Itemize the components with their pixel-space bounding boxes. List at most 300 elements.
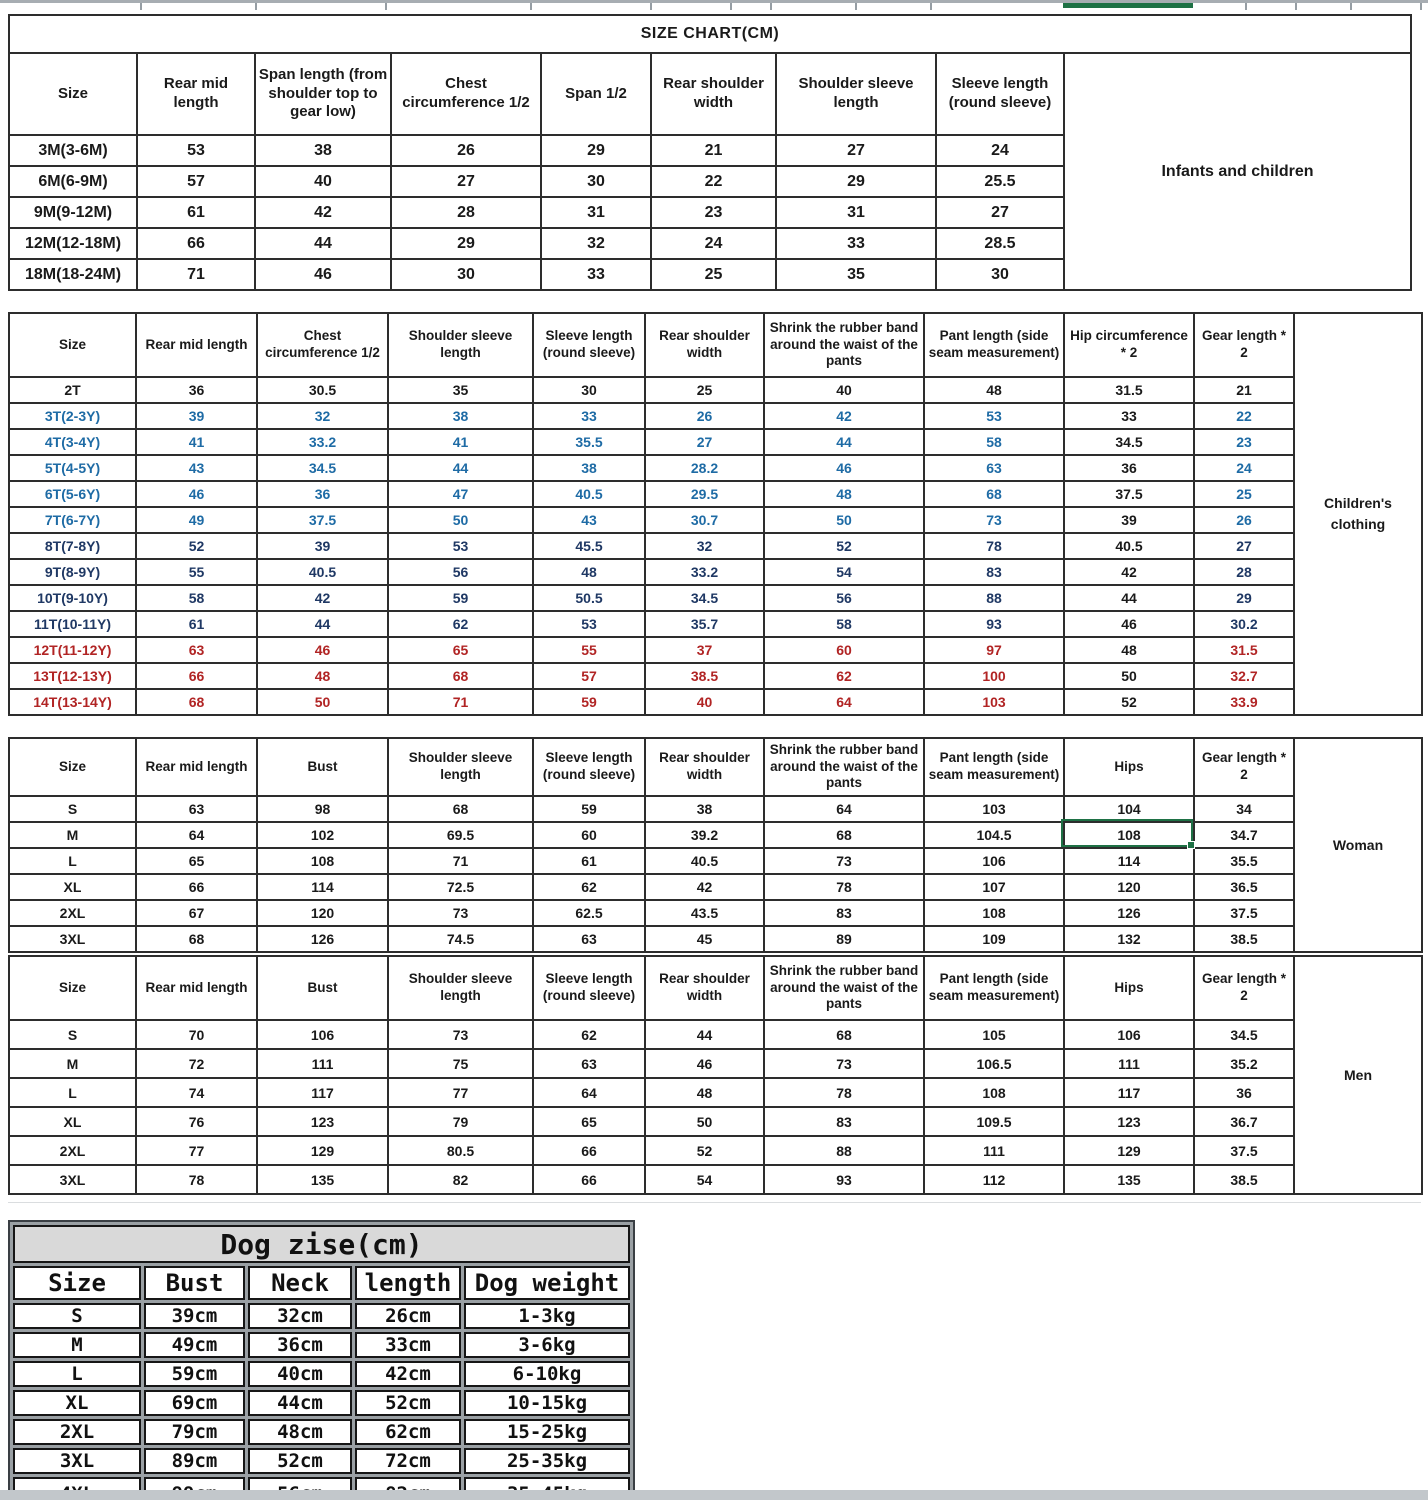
value-cell: 35.2 xyxy=(1194,1049,1294,1078)
value-cell: 44 xyxy=(764,429,924,455)
size-cell: 14T(13-14Y) xyxy=(9,689,136,715)
value-cell: 30.7 xyxy=(645,507,764,533)
size-cell: XL xyxy=(9,1107,136,1136)
value-cell: 62 xyxy=(533,1020,645,1049)
value-cell: 109 xyxy=(924,926,1064,952)
category-label: Children's clothing xyxy=(1294,313,1422,715)
value-cell: 36.7 xyxy=(1194,1107,1294,1136)
value-cell: 39cm xyxy=(144,1303,245,1329)
value-cell: 58 xyxy=(924,429,1064,455)
infants-size-table xyxy=(8,14,1412,291)
value-cell: 41 xyxy=(388,429,533,455)
value-cell: 53 xyxy=(533,611,645,637)
value-cell: 106 xyxy=(924,848,1064,874)
value-cell: 66 xyxy=(137,228,255,259)
size-cell: 2T xyxy=(9,377,136,403)
value-cell: 46 xyxy=(257,637,388,663)
size-cell: 3M(3-6M) xyxy=(9,135,137,166)
value-cell: 79cm xyxy=(144,1419,245,1445)
value-cell: 132 xyxy=(1064,926,1194,952)
value-cell: 120 xyxy=(1064,874,1194,900)
value-cell: 30 xyxy=(391,259,541,290)
value-cell: 29.5 xyxy=(645,481,764,507)
value-cell: 10-15kg xyxy=(464,1390,630,1416)
value-cell: 52 xyxy=(1064,689,1194,715)
table-row xyxy=(9,900,1422,926)
value-cell: 44cm xyxy=(248,1390,352,1416)
value-cell: 43.5 xyxy=(645,900,764,926)
category-label: Infants and children xyxy=(1064,53,1411,290)
value-cell: 35.7 xyxy=(645,611,764,637)
value-cell: 59 xyxy=(388,585,533,611)
value-cell: 49 xyxy=(136,507,257,533)
header-cell: length xyxy=(355,1266,461,1300)
value-cell: 40.5 xyxy=(257,559,388,585)
value-cell: 111 xyxy=(924,1136,1064,1165)
value-cell: 29 xyxy=(1194,585,1294,611)
dog-table-title: Dog zise(cm) xyxy=(13,1225,630,1263)
header-cell: Shoulder sleeve length xyxy=(776,53,936,135)
value-cell: 42cm xyxy=(355,1361,461,1387)
value-cell: 33 xyxy=(776,228,936,259)
table-row xyxy=(9,848,1422,874)
value-cell: 62cm xyxy=(355,1419,461,1445)
table-row xyxy=(9,559,1422,585)
value-cell: 73 xyxy=(924,507,1064,533)
men-size-table xyxy=(8,955,1423,1195)
value-cell: 33.9 xyxy=(1194,689,1294,715)
value-cell: 68 xyxy=(764,822,924,848)
value-cell: 36 xyxy=(257,481,388,507)
value-cell: 80.5 xyxy=(388,1136,533,1165)
value-cell: 48 xyxy=(533,559,645,585)
value-cell: 63 xyxy=(533,926,645,952)
value-cell: 27 xyxy=(1194,533,1294,559)
size-cell: M xyxy=(9,1049,136,1078)
value-cell: 123 xyxy=(1064,1107,1194,1136)
header-cell: Shrink the rubber band around the waist of the pants xyxy=(764,956,924,1020)
column-tick xyxy=(770,3,772,10)
value-cell: 35.5 xyxy=(1194,848,1294,874)
value-cell: 58 xyxy=(764,611,924,637)
value-cell: 69cm xyxy=(144,1390,245,1416)
value-cell: 42 xyxy=(764,403,924,429)
value-cell: 31 xyxy=(541,197,651,228)
size-cell: 2XL xyxy=(13,1419,141,1445)
value-cell: 82 xyxy=(388,1165,533,1194)
value-cell: 117 xyxy=(257,1078,388,1107)
header-cell: Pant length (side seam measurement) xyxy=(924,956,1064,1020)
table-row xyxy=(9,377,1422,403)
value-cell: 33.2 xyxy=(257,429,388,455)
value-cell: 73 xyxy=(388,900,533,926)
value-cell: 42 xyxy=(257,585,388,611)
size-cell: 9T(8-9Y) xyxy=(9,559,136,585)
value-cell: 59 xyxy=(533,796,645,822)
table-row xyxy=(9,1078,1422,1107)
column-tick xyxy=(530,3,532,10)
value-cell: 65 xyxy=(388,637,533,663)
header-cell: Hips xyxy=(1064,738,1194,796)
header-cell: Span 1/2 xyxy=(541,53,651,135)
size-cell: XL xyxy=(13,1390,141,1416)
value-cell: 88 xyxy=(764,1136,924,1165)
header-cell: Size xyxy=(9,738,136,796)
value-cell: 79 xyxy=(388,1107,533,1136)
size-cell: 5T(4-5Y) xyxy=(9,455,136,481)
value-cell: 97 xyxy=(924,637,1064,663)
value-cell: 28 xyxy=(391,197,541,228)
table-row xyxy=(9,455,1422,481)
value-cell: 64 xyxy=(764,796,924,822)
column-tick xyxy=(855,3,857,10)
value-cell: 25-35kg xyxy=(464,1448,630,1474)
value-cell: 26 xyxy=(1194,507,1294,533)
header-cell: Shoulder sleeve length xyxy=(388,956,533,1020)
header-cell: Gear length * 2 xyxy=(1194,313,1294,377)
value-cell: 42 xyxy=(645,874,764,900)
value-cell: 63 xyxy=(136,637,257,663)
value-cell: 106.5 xyxy=(924,1049,1064,1078)
header-cell: Rear shoulder width xyxy=(645,956,764,1020)
spreadsheet-top-edge xyxy=(0,0,1428,15)
value-cell: 46 xyxy=(764,455,924,481)
category-label: Men xyxy=(1294,956,1422,1194)
value-cell: 135 xyxy=(257,1165,388,1194)
value-cell: 44 xyxy=(255,228,391,259)
value-cell: 26 xyxy=(645,403,764,429)
value-cell: 32.7 xyxy=(1194,663,1294,689)
value-cell: 54 xyxy=(645,1165,764,1194)
table-row xyxy=(9,1107,1422,1136)
header-cell: Rear shoulder width xyxy=(645,313,764,377)
header-cell: Rear shoulder width xyxy=(645,738,764,796)
value-cell: 64 xyxy=(136,822,257,848)
value-cell: 59 xyxy=(533,689,645,715)
size-cell: 7T(6-7Y) xyxy=(9,507,136,533)
table-row xyxy=(9,822,1422,848)
value-cell: 36 xyxy=(136,377,257,403)
size-cell: L xyxy=(9,848,136,874)
column-tick xyxy=(385,3,387,10)
value-cell: 63 xyxy=(924,455,1064,481)
value-cell: 27 xyxy=(936,197,1064,228)
table-row xyxy=(9,1049,1422,1078)
table-row xyxy=(9,533,1422,559)
table-row xyxy=(9,481,1422,507)
header-cell: Rear mid length xyxy=(136,313,257,377)
value-cell: 57 xyxy=(137,166,255,197)
value-cell: 36 xyxy=(1064,455,1194,481)
value-cell: 75 xyxy=(388,1049,533,1078)
value-cell: 77 xyxy=(388,1078,533,1107)
value-cell: 89 xyxy=(764,926,924,952)
header-cell: Hip circumference * 2 xyxy=(1064,313,1194,377)
value-cell: 68 xyxy=(388,796,533,822)
value-cell: 61 xyxy=(533,848,645,874)
value-cell: 48 xyxy=(645,1078,764,1107)
value-cell: 62.5 xyxy=(533,900,645,926)
header-cell: Pant length (side seam measurement) xyxy=(924,738,1064,796)
value-cell: 1-3kg xyxy=(464,1303,630,1329)
value-cell: 78 xyxy=(764,874,924,900)
value-cell: 67 xyxy=(136,900,257,926)
value-cell: 44 xyxy=(1064,585,1194,611)
value-cell: 129 xyxy=(1064,1136,1194,1165)
value-cell: 38.5 xyxy=(645,663,764,689)
table-row xyxy=(9,403,1422,429)
column-tick xyxy=(255,3,257,10)
size-cell: M xyxy=(13,1332,141,1358)
value-cell: 62 xyxy=(533,874,645,900)
size-cell: 3XL xyxy=(9,926,136,952)
header-cell: Bust xyxy=(144,1266,245,1300)
value-cell: 25.5 xyxy=(936,166,1064,197)
value-cell: 106 xyxy=(257,1020,388,1049)
table-row xyxy=(9,429,1422,455)
size-cell: 3XL xyxy=(9,1165,136,1194)
value-cell: 40.5 xyxy=(1064,533,1194,559)
table-row xyxy=(9,1165,1422,1194)
value-cell: 34.5 xyxy=(1194,1020,1294,1049)
value-cell: 74.5 xyxy=(388,926,533,952)
value-cell: 35 xyxy=(388,377,533,403)
column-tick xyxy=(140,3,142,10)
header-cell: Shoulder sleeve length xyxy=(388,738,533,796)
value-cell: 114 xyxy=(257,874,388,900)
value-cell: 29 xyxy=(391,228,541,259)
header-cell: Span length (from shoulder top to gear low) xyxy=(255,53,391,135)
value-cell: 66 xyxy=(533,1165,645,1194)
header-cell: Shrink the rubber band around the waist of the pants xyxy=(764,738,924,796)
value-cell: 83 xyxy=(924,559,1064,585)
value-cell: 66 xyxy=(136,874,257,900)
header-cell: Bust xyxy=(257,738,388,796)
header-cell: Dog weight xyxy=(464,1266,630,1300)
value-cell: 78 xyxy=(764,1078,924,1107)
value-cell: 44 xyxy=(388,455,533,481)
value-cell: 63 xyxy=(136,796,257,822)
value-cell: 40 xyxy=(764,377,924,403)
value-cell: 22 xyxy=(651,166,776,197)
value-cell: 60 xyxy=(533,822,645,848)
value-cell: 72cm xyxy=(355,1448,461,1474)
value-cell: 117 xyxy=(1064,1078,1194,1107)
value-cell: 126 xyxy=(1064,900,1194,926)
value-cell: 109.5 xyxy=(924,1107,1064,1136)
value-cell: 111 xyxy=(1064,1049,1194,1078)
value-cell: 34.7 xyxy=(1194,822,1294,848)
value-cell: 88 xyxy=(924,585,1064,611)
value-cell: 114 xyxy=(1064,848,1194,874)
value-cell: 126 xyxy=(257,926,388,952)
value-cell: 32 xyxy=(645,533,764,559)
header-cell: Rear mid length xyxy=(137,53,255,135)
value-cell: 63 xyxy=(533,1049,645,1078)
value-cell: 123 xyxy=(257,1107,388,1136)
value-cell: 43 xyxy=(533,507,645,533)
value-cell: 27 xyxy=(645,429,764,455)
size-cell: 11T(10-11Y) xyxy=(9,611,136,637)
value-cell: 105 xyxy=(924,1020,1064,1049)
table-row xyxy=(9,663,1422,689)
size-cell: 2XL xyxy=(9,1136,136,1165)
value-cell: 37.5 xyxy=(1194,900,1294,926)
value-cell: 68 xyxy=(136,689,257,715)
value-cell: 107 xyxy=(924,874,1064,900)
value-cell: 39 xyxy=(257,533,388,559)
value-cell: 50 xyxy=(645,1107,764,1136)
value-cell: 62 xyxy=(764,663,924,689)
value-cell: 40.5 xyxy=(533,481,645,507)
value-cell: 42 xyxy=(255,197,391,228)
value-cell: 93 xyxy=(764,1165,924,1194)
table-row xyxy=(9,1136,1422,1165)
table-row xyxy=(13,1419,630,1445)
value-cell: 93 xyxy=(924,611,1064,637)
value-cell: 129 xyxy=(257,1136,388,1165)
size-cell: L xyxy=(13,1361,141,1387)
size-cell: 2XL xyxy=(9,900,136,926)
value-cell: 100 xyxy=(924,663,1064,689)
size-cell: 12T(11-12Y) xyxy=(9,637,136,663)
size-cell: L xyxy=(9,1078,136,1107)
value-cell: 28 xyxy=(1194,559,1294,585)
value-cell: 103 xyxy=(924,689,1064,715)
value-cell: 69.5 xyxy=(388,822,533,848)
value-cell: 78 xyxy=(136,1165,257,1194)
header-cell: Size xyxy=(9,313,136,377)
value-cell: 50 xyxy=(1064,663,1194,689)
value-cell: 29 xyxy=(541,135,651,166)
value-cell: 43 xyxy=(136,455,257,481)
value-cell: 25 xyxy=(651,259,776,290)
value-cell: 33cm xyxy=(355,1332,461,1358)
value-cell: 57 xyxy=(533,663,645,689)
size-cell: 12M(12-18M) xyxy=(9,228,137,259)
value-cell: 42 xyxy=(1064,559,1194,585)
header-cell: Pant length (side seam measurement) xyxy=(924,313,1064,377)
header-cell: Sleeve length (round sleeve) xyxy=(533,313,645,377)
children-size-table xyxy=(8,312,1423,716)
size-cell: 8T(7-8Y) xyxy=(9,533,136,559)
value-cell: 50 xyxy=(388,507,533,533)
value-cell: 64 xyxy=(533,1078,645,1107)
value-cell: 36 xyxy=(1194,1078,1294,1107)
value-cell: 76 xyxy=(136,1107,257,1136)
column-tick xyxy=(1295,3,1297,10)
value-cell: 48 xyxy=(1064,637,1194,663)
value-cell: 38.5 xyxy=(1194,926,1294,952)
column-tick xyxy=(650,3,652,10)
value-cell: 38.5 xyxy=(1194,1165,1294,1194)
value-cell: 53 xyxy=(137,135,255,166)
value-cell: 53 xyxy=(388,533,533,559)
table-row xyxy=(9,874,1422,900)
value-cell: 44 xyxy=(645,1020,764,1049)
value-cell: 44 xyxy=(257,611,388,637)
value-cell: 50 xyxy=(257,689,388,715)
header-cell: Rear shoulder width xyxy=(651,53,776,135)
table-row xyxy=(13,1390,630,1416)
value-cell: 68 xyxy=(136,926,257,952)
woman-size-table xyxy=(8,737,1423,953)
value-cell: 36.5 xyxy=(1194,874,1294,900)
value-cell: 40 xyxy=(255,166,391,197)
header-cell: Size xyxy=(13,1266,141,1300)
value-cell: 71 xyxy=(388,848,533,874)
value-cell: 35.5 xyxy=(533,429,645,455)
size-cell: 9M(9-12M) xyxy=(9,197,137,228)
header-cell: Shoulder sleeve length xyxy=(388,313,533,377)
value-cell: 68 xyxy=(764,1020,924,1049)
value-cell: 65 xyxy=(136,848,257,874)
value-cell: 73 xyxy=(764,1049,924,1078)
value-cell: 102 xyxy=(257,822,388,848)
size-cell: M xyxy=(9,822,136,848)
size-cell: 3XL xyxy=(13,1448,141,1474)
header-cell: Neck xyxy=(248,1266,352,1300)
value-cell: 31.5 xyxy=(1194,637,1294,663)
value-cell: 46 xyxy=(136,481,257,507)
header-cell: Size xyxy=(9,956,136,1020)
value-cell: 15-25kg xyxy=(464,1419,630,1445)
value-cell: 52cm xyxy=(248,1448,352,1474)
value-cell: 103 xyxy=(924,796,1064,822)
value-cell: 83 xyxy=(764,900,924,926)
column-tick xyxy=(730,3,732,10)
value-cell: 24 xyxy=(651,228,776,259)
value-cell: 24 xyxy=(1194,455,1294,481)
value-cell: 62 xyxy=(388,611,533,637)
value-cell: 35 xyxy=(776,259,936,290)
size-cell: XL xyxy=(9,874,136,900)
value-cell: 25 xyxy=(645,377,764,403)
value-cell: 40.5 xyxy=(645,848,764,874)
value-cell: 38 xyxy=(388,403,533,429)
table-row xyxy=(9,926,1422,952)
table-row xyxy=(9,637,1422,663)
header-cell: Shrink the rubber band around the waist of the pants xyxy=(764,313,924,377)
value-cell: 46 xyxy=(645,1049,764,1078)
value-cell: 48 xyxy=(924,377,1064,403)
value-cell: 60 xyxy=(764,637,924,663)
value-cell: 30.5 xyxy=(257,377,388,403)
value-cell: 59cm xyxy=(144,1361,245,1387)
header-cell: Rear mid length xyxy=(136,956,257,1020)
value-cell: 56 xyxy=(764,585,924,611)
column-tick xyxy=(1350,3,1352,10)
value-cell: 77 xyxy=(136,1136,257,1165)
value-cell: 104 xyxy=(1064,796,1194,822)
value-cell: 46 xyxy=(1064,611,1194,637)
value-cell: 40cm xyxy=(248,1361,352,1387)
value-cell: 38 xyxy=(645,796,764,822)
value-cell: 55 xyxy=(136,559,257,585)
header-cell: Chest circumference 1/2 xyxy=(391,53,541,135)
value-cell: 61 xyxy=(137,197,255,228)
value-cell: 39 xyxy=(136,403,257,429)
table-row xyxy=(9,507,1422,533)
value-cell: 23 xyxy=(651,197,776,228)
value-cell: 108 xyxy=(1064,822,1194,848)
value-cell: 48 xyxy=(764,481,924,507)
value-cell: 6-10kg xyxy=(464,1361,630,1387)
value-cell: 108 xyxy=(924,1078,1064,1107)
value-cell: 22 xyxy=(1194,403,1294,429)
header-cell: Sleeve length (round sleeve) xyxy=(533,738,645,796)
value-cell: 52cm xyxy=(355,1390,461,1416)
